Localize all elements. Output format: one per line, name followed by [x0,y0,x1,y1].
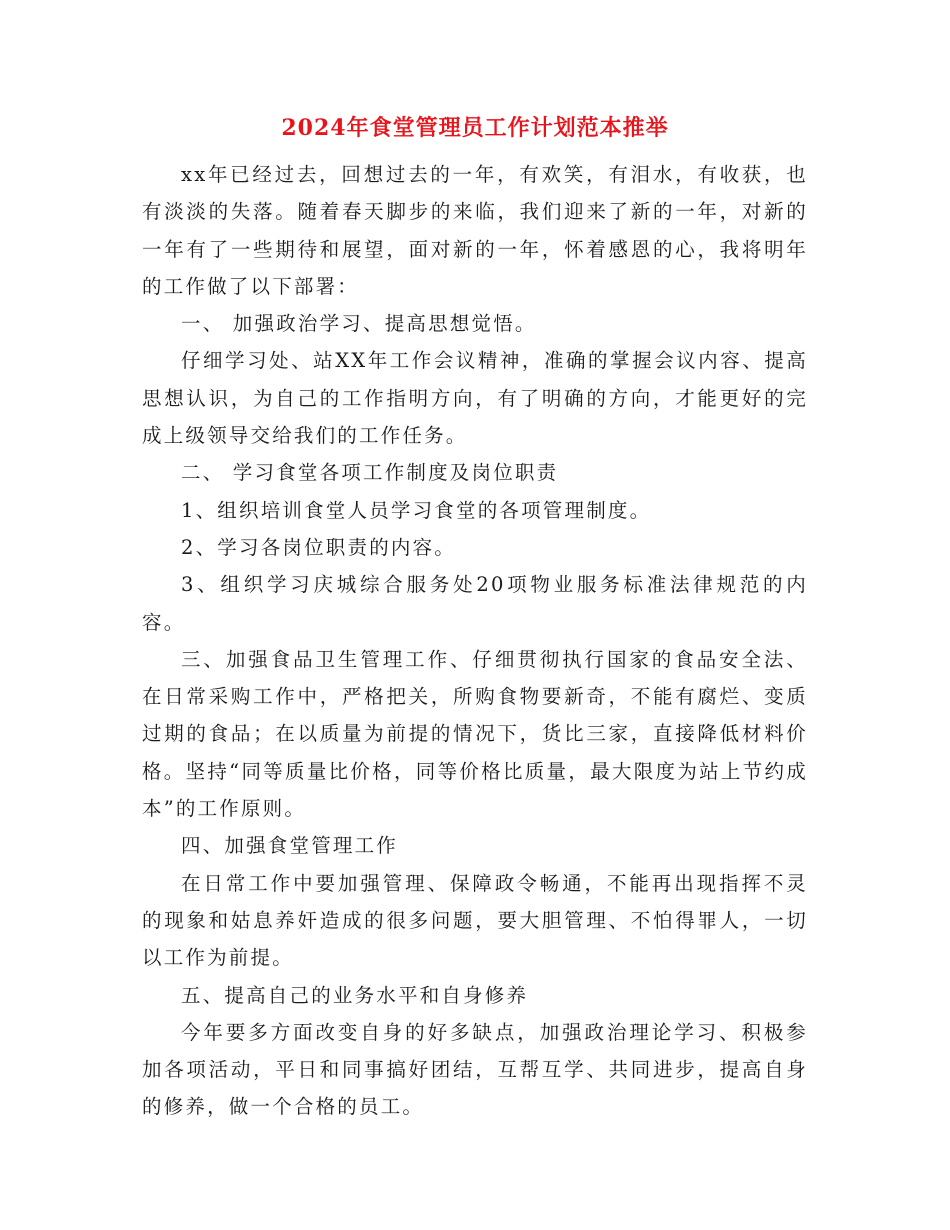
section-heading-2: 二、 学习食堂各项工作制度及岗位职责 [181,461,559,485]
list-item-3: 3、组织学习庆城综合服务处20项物业服务标准法律规范的内容。 [142,573,808,634]
paragraph-section-5: 今年要多方面改变自身的好多缺点，加强政治理论学习、积极参加各项活动，平日和同事搞好团结，互帮互学、共同进步，提高自身的修养，做一个合格的员工。 [142,1020,808,1119]
document-body [142,156,808,1126]
paragraph-intro: xx年已经过去，回想过去的一年，有欢笑，有泪水，有收获，也有淡淡的失落。随着春天脚步的来临，我们迎来了新的一年，对新的一年有了一些期待和展望，面对新的一年，怀着感恩的心，我将明年的工作做了以下部署： [142,163,808,298]
document-title: 2024年食堂管理员工作计划范本推举 [281,115,669,141]
paragraph-section-4: 在日常工作中要加强管理、保障政令畅通，不能再出现指挥不灵的现象和姑息养奸造成的很多问题，要大胆管理、不怕得罪人，一切以工作为前提。 [142,871,808,970]
paragraph-section-3: 三、加强食品卫生管理工作、仔细贯彻执行国家的食品安全法、在日常采购工作中，严格把关，所购食物要新奇，不能有腐烂、变质过期的食品；在以质量为前提的情况下，货比三家，直接降低材料价格。坚持“同等质量比价格，同等价格比质量，最大限度为站上节约成本”的工作原则。 [142,647,808,821]
list-item-2: 2、学习各岗位职责的内容。 [181,535,457,559]
list-item-1: 1、组织培训食堂人员学习食堂的各项管理制度。 [181,498,652,522]
section-heading-5: 五、提高自己的业务水平和自身修养 [181,983,529,1007]
paragraph-section-1: 仔细学习处、站XX年工作会议精神，准确的掌握会议内容、提高思想认识，为自己的工作指明方向，有了明确的方向，才能更好的完成上级领导交给我们的工作任务。 [142,349,808,448]
section-heading-1: 一、 加强政治学习、提高思想觉悟。 [181,312,537,336]
section-heading-4: 四、加强食堂管理工作 [181,834,399,858]
